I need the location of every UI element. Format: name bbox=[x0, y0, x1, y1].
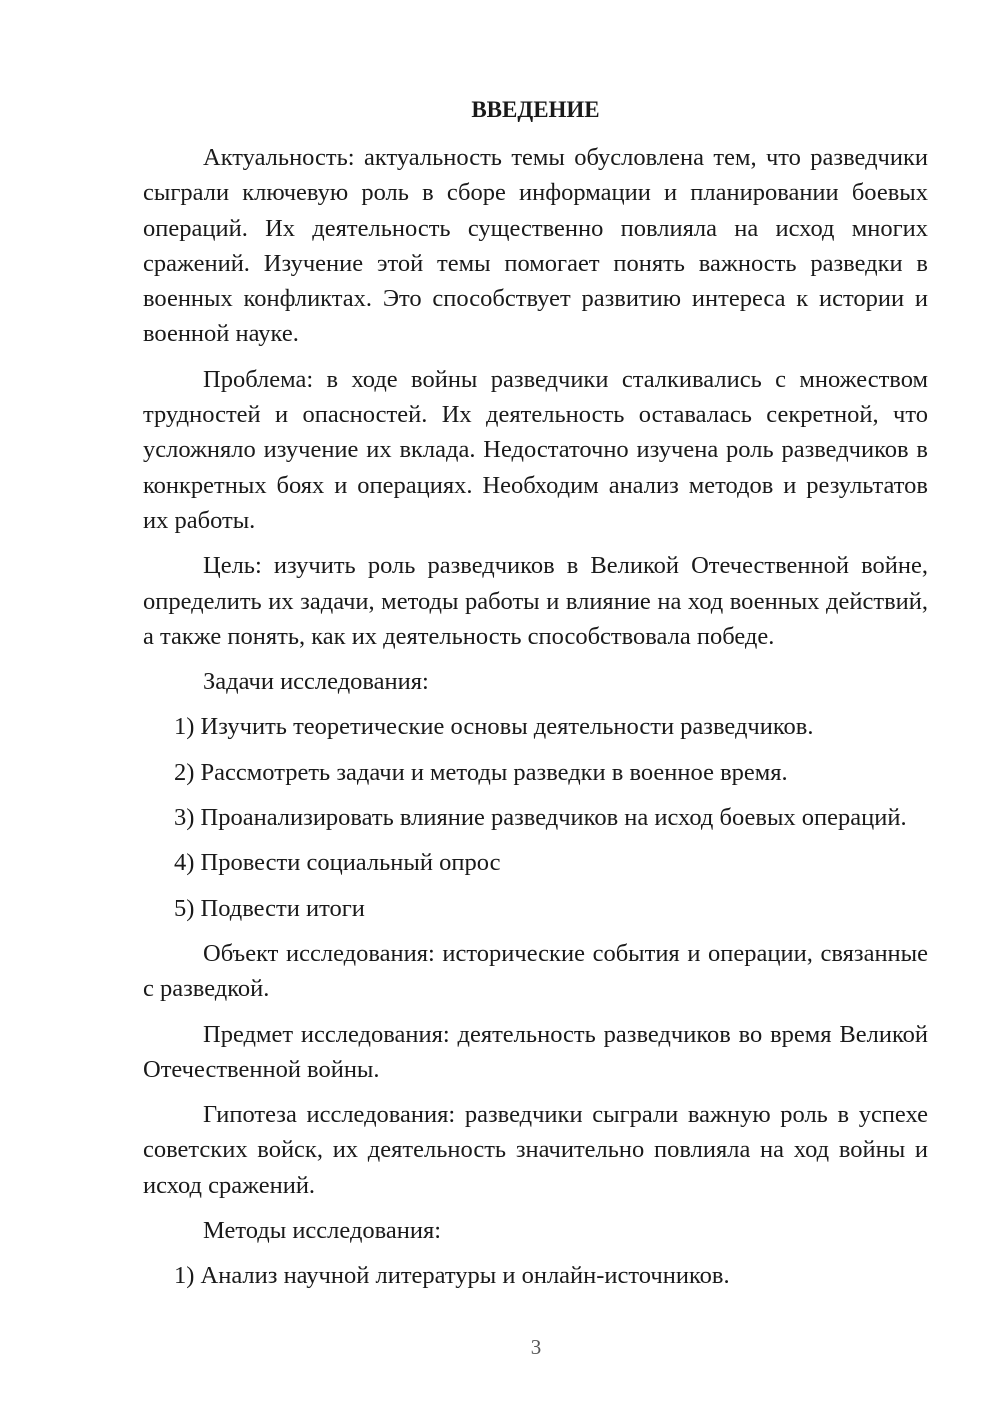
task-item: 4) Провести социальный опрос bbox=[174, 849, 501, 877]
subject-paragraph: Предмет исследования: деятельность разведчиков во время Великой Отечественной войны. bbox=[143, 1020, 928, 1083]
document-title: ВВЕДЕНИЕ bbox=[471, 97, 600, 122]
task-item: 5) Подвести итоги bbox=[174, 894, 365, 922]
tasks-list bbox=[143, 709, 928, 925]
task-item: 2) Рассмотреть задачи и методы разведки в военное время. bbox=[174, 758, 788, 786]
document-page bbox=[143, 92, 928, 1304]
relevance-paragraph: Актуальность: актуальность темы обусловлена тем, что разведчики сыграли ключевую роль в сборе информации и планировании боевых операций. Их деятельность существенно повлияла на исход многих сражений. Изучение этой темы помогает понять важность разведки в военных конфликтах. Это способствует развитию интереса к истории и военной науке. bbox=[143, 144, 928, 348]
method-item: 1) Анализ научной литературы и онлайн-источников. bbox=[174, 1262, 730, 1290]
task-item: 3) Проанализировать влияние разведчиков на исход боевых операций. bbox=[174, 804, 907, 832]
goal-paragraph: Цель: изучить роль разведчиков в Великой Отечественной войне, определить их задачи, методы работы и влияние на ход военных действий, а также понять, как их деятельность способствовала победе. bbox=[143, 552, 928, 650]
task-item: 1) Изучить теоретические основы деятельности разведчиков. bbox=[174, 713, 814, 741]
problem-paragraph: Проблема: в ходе войны разведчики сталкивались с множеством трудностей и опасностей. Их деятельность оставалась секретной, что усложняло изучение их вклада. Недостаточно изучена роль разведчиков в конкретных боях и операциях. Необходим анализ методов и результатов их работы. bbox=[143, 365, 928, 534]
methods-heading: Методы исследования: bbox=[203, 1217, 442, 1245]
object-paragraph: Объект исследования: исторические события и операции, связанные с разведкой. bbox=[143, 939, 928, 1003]
hypothesis-paragraph: Гипотеза исследования: разведчики сыграли важную роль в успехе советских войск, их деятельность значительно повлияла на ход войны и исход сражений. bbox=[143, 1101, 928, 1199]
page-number: 3 bbox=[530, 1335, 542, 1359]
tasks-heading: Задачи исследования: bbox=[203, 668, 429, 696]
methods-list bbox=[143, 1258, 928, 1293]
